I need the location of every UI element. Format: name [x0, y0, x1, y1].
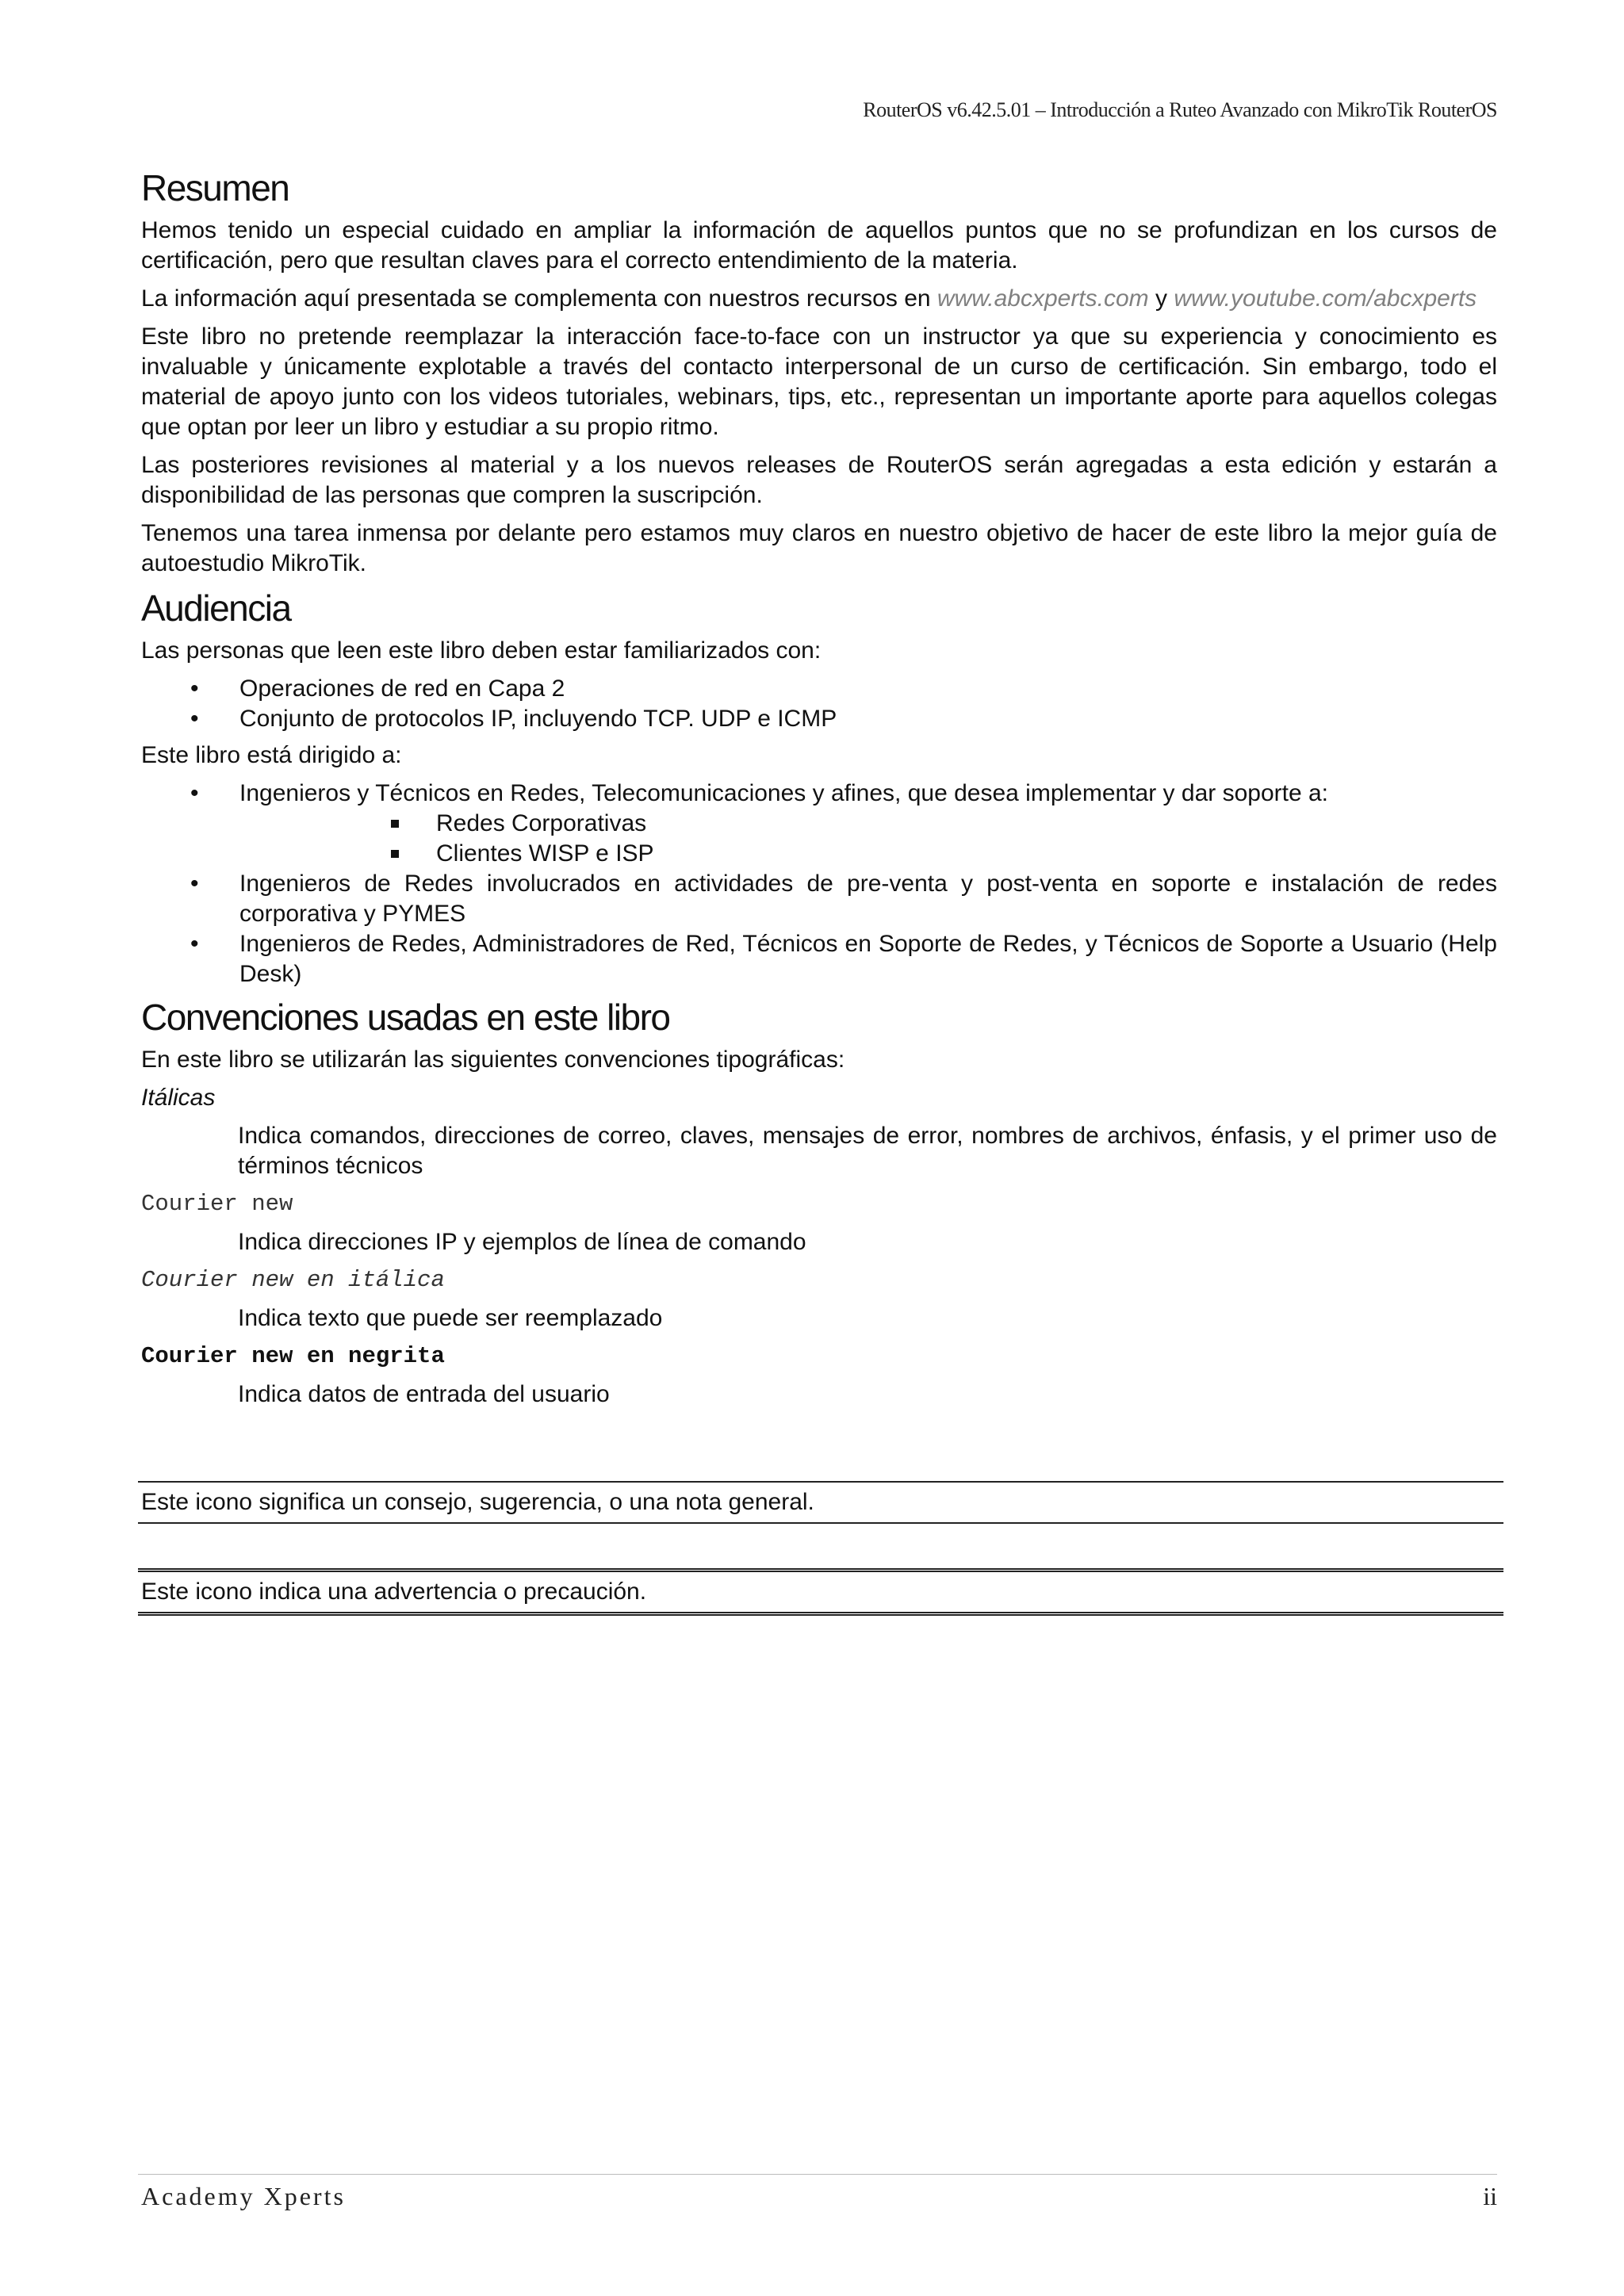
sub-list-item: Clientes WISP e ISP: [141, 839, 1497, 869]
subtarget-list: [239, 809, 1497, 869]
footer-brand: Academy Xperts: [141, 2182, 346, 2210]
prereq-list: [141, 674, 1497, 734]
convention-desc-courier-bold: Indica datos de entrada del usuario: [238, 1381, 610, 1407]
section-title-convenciones: Convenciones usadas en este libro: [141, 997, 670, 1038]
target-list: [141, 779, 1497, 989]
convention-term-italic: Itálicas: [141, 1085, 216, 1111]
section-title-resumen: Resumen: [141, 167, 289, 209]
running-header: RouterOS v6.42.5.01 – Introducción a Ruteo Avanzado con MikroTik RouterOS: [863, 98, 1497, 121]
target-item-text: Ingenieros y Técnicos en Redes, Telecomunicaciones y afines, que desea implementar y dar soporte a:: [239, 780, 1328, 806]
list-item: [141, 779, 1497, 869]
resumen-paragraph-5: Tenemos una tarea inmensa por delante pero estamos muy claros en nuestro objetivo de hacer de este libro la mejor guía de autoestudio MikroTik.: [141, 520, 1497, 576]
page-number: ii: [1483, 2182, 1497, 2210]
resumen-p2-conjunction: y: [1148, 285, 1174, 312]
page-content: [141, 166, 1497, 1418]
sub-list-item: Redes Corporativas: [141, 809, 1497, 839]
audiencia-target-intro: Este libro está dirigido a:: [141, 742, 402, 768]
convention-desc-italic: Indica comandos, direcciones de correo, claves, mensajes de error, nombres de archivos, énfasis, y el primer uso de términos técnicos: [238, 1123, 1497, 1179]
list-item: • Ingenieros de Redes, Administradores de Red, Técnicos en Soporte de Redes, y Técnicos de Soporte a Usuario (Help Desk): [141, 929, 1497, 989]
convention-desc-courier: Indica direcciones IP y ejemplos de línea de comando: [238, 1229, 806, 1255]
warning-note-box: Este icono indica una advertencia o precaución.: [138, 1568, 1503, 1616]
list-item: • Ingenieros de Redes involucrados en actividades de pre-venta y post-venta en soporte e instalación de redes corporativa y PYMES: [141, 869, 1497, 929]
tip-note-box: Este icono significa un consejo, sugerencia, o una nota general.: [138, 1481, 1503, 1524]
section-title-audiencia: Audiencia: [141, 587, 291, 629]
resumen-paragraph-4: Las posteriores revisiones al material y a los nuevos releases de RouterOS serán agregadas a esta edición y estarán a disponibilidad de las personas que compren la suscripción.: [141, 452, 1497, 508]
resumen-paragraph-2: [141, 284, 1497, 314]
resumen-paragraph-3: Este libro no pretende reemplazar la interacción face-to-face con un instructor ya que su experiencia y conocimiento es invaluable y únicamente explotable a través del contacto interpersonal de un curso de certificación. Sin embargo, todo el material de apoyo junto con los videos tutoriales, webinars, tips, etc., representan un importante aporte para aquellos colegas que optan por leer un libro y estudiar a su propio ritmo.: [141, 323, 1497, 440]
audiencia-intro: Las personas que leen este libro deben estar familiarizados con:: [141, 637, 822, 664]
convention-term-courier: Courier new: [141, 1191, 293, 1217]
resumen-p2-text: La información aquí presentada se complementa con nuestros recursos en: [141, 285, 937, 312]
list-item: • Conjunto de protocolos IP, incluyendo TCP. UDP e ICMP: [141, 704, 1497, 734]
link-abcxperts[interactable]: www.abcxperts.com: [936, 285, 1149, 312]
resumen-paragraph-1: Hemos tenido un especial cuidado en ampliar la información de aquellos puntos que no se profundizan en los cursos de certificación, pero que resultan claves para el correcto entendimiento de la materia.: [141, 217, 1497, 274]
convention-term-courier-bold: Courier new en negrita: [141, 1343, 445, 1369]
convenciones-intro: En este libro se utilizarán las siguientes convenciones tipográficas:: [141, 1047, 845, 1073]
footer-divider: [138, 2174, 1497, 2175]
list-item: • Operaciones de red en Capa 2: [141, 674, 1497, 704]
link-youtube[interactable]: www.youtube.com/abcxperts: [1174, 285, 1477, 312]
convention-desc-courier-italic: Indica texto que puede ser reemplazado: [238, 1305, 663, 1331]
convention-term-courier-italic: Courier new en itálica: [141, 1267, 445, 1293]
